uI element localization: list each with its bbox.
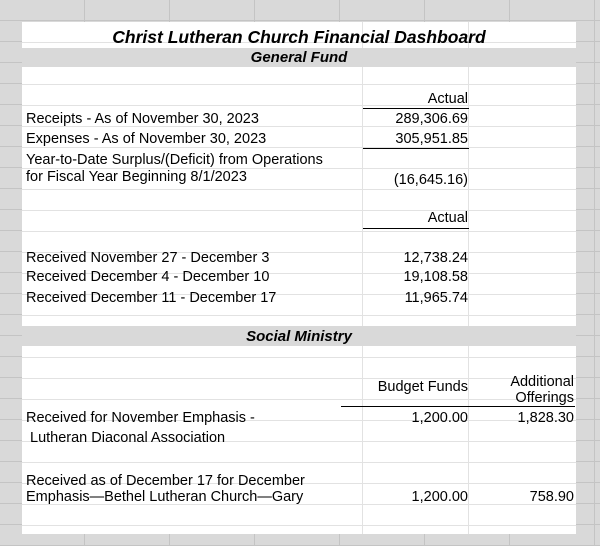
weekly-row-value: 12,738.24 [403,250,468,266]
december-budget-value: 1,200.00 [411,489,468,505]
surplus-label-line1: Year-to-Date Surplus/(Deficit) from Operations [26,152,323,168]
expenses-value: 305,951.85 [395,131,468,147]
november-emphasis-line2: Lutheran Diaconal Association [30,430,226,446]
additional-offerings-header-line1: Additional [510,374,574,390]
receipts-value: 289,306.69 [395,111,468,127]
weekly-row-label: Received December 4 - December 10 [26,269,270,285]
december-emphasis-line1: Received as of December 17 for December [26,473,305,489]
november-additional-value: 1,828.30 [517,410,574,426]
actual-column-header: Actual [427,91,468,107]
surplus-label-line2: for Fiscal Year Beginning 8/1/2023 [26,169,247,185]
header-underline [363,108,469,109]
expenses-underline [363,148,469,149]
weekly-row-label: Received November 27 - December 3 [26,250,270,266]
weekly-row-label: Received December 11 - December 17 [26,290,277,306]
weekly-actual-header: Actual [427,210,468,226]
general-fund-heading: General Fund [250,49,348,66]
weekly-row-value: 11,965.74 [404,290,468,306]
social-header-underline [341,406,575,407]
november-emphasis-line1: Received for November Emphasis - [26,410,255,426]
weekly-row-value: 19,108.58 [403,269,468,285]
social-ministry-heading: Social Ministry [246,328,352,345]
expenses-label: Expenses - As of November 30, 2023 [26,131,267,147]
additional-offerings-header-line2: Offerings [515,390,574,406]
december-emphasis-line2: Emphasis—Bethel Lutheran Church—Gary [26,489,304,505]
november-budget-value: 1,200.00 [411,410,468,426]
december-additional-value: 758.90 [529,489,574,505]
weekly-header-underline [363,228,469,229]
budget-funds-header: Budget Funds [377,379,468,395]
surplus-value: (16,645.16) [393,172,468,188]
receipts-label: Receipts - As of November 30, 2023 [26,111,259,127]
page-title: Christ Lutheran Church Financial Dashboard [112,27,486,47]
